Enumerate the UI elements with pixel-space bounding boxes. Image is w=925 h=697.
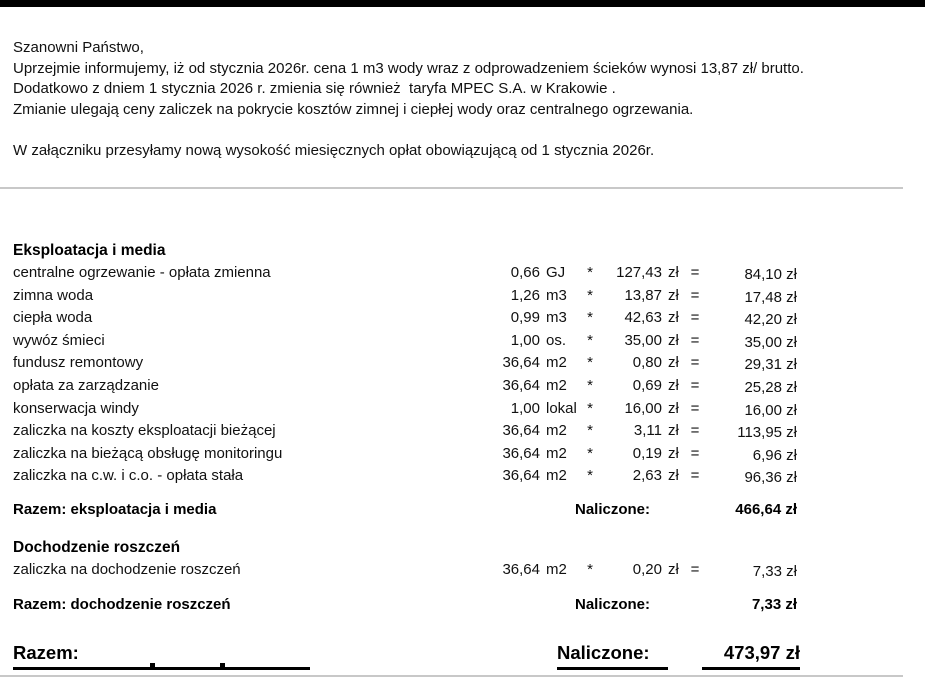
fee-quantity: 1,00 [510, 331, 540, 349]
fee-row [0, 465, 925, 488]
multiply-sign: * [587, 399, 593, 417]
fee-quantity: 36,64 [502, 376, 540, 394]
multiply-sign: * [587, 376, 593, 394]
fee-rate: 35,00 [624, 331, 662, 349]
fee-quantity: 36,64 [502, 422, 540, 440]
intro-line: Zmianie ulegają ceny zaliczek na pokrycie kosztów zimnej i ciepłej wody oraz centralnego ogrzewania. [13, 100, 694, 118]
fee-label: zaliczka na bieżącą obsługę monitoringu [13, 444, 283, 462]
naliczone-label: Naliczone: [575, 595, 651, 613]
fee-rate: 3,11 [633, 422, 662, 440]
fee-rate: 0,20 [632, 560, 662, 578]
fee-rate: 0,69 [632, 376, 662, 394]
fee-label: zaliczka na koszty eksploatacji bieżącej [13, 422, 276, 440]
fee-label: ciepła woda [13, 309, 93, 327]
fee-label: wywóz śmieci [13, 331, 105, 349]
multiply-sign: * [587, 354, 593, 372]
fee-rate: 16,00 [624, 399, 662, 417]
section-total-label: Razem: dochodzenie roszczeń [13, 595, 231, 613]
fee-row [0, 330, 925, 353]
fee-row [0, 398, 925, 421]
fee-quantity: 1,26 [510, 286, 540, 304]
fee-unit: m2 [546, 560, 567, 578]
multiply-sign: * [587, 309, 593, 327]
fee-quantity: 0,66 [510, 264, 540, 281]
fee-label: zaliczka na dochodzenie roszczeń [13, 560, 241, 578]
intro-line: Dodatkowo z dniem 1 stycznia 2026 r. zmienia się również taryfa MPEC S.A. w Krakowie . [13, 80, 616, 97]
fee-row [0, 420, 925, 443]
fee-row [0, 559, 925, 582]
section-title: Eksploatacja i media [13, 242, 166, 259]
redaction-mark [150, 663, 155, 667]
fee-unit: m2 [546, 467, 567, 485]
fee-row [0, 352, 925, 375]
separator-line [0, 187, 903, 189]
section-total-row [0, 594, 925, 616]
currency-label: zł [668, 444, 679, 462]
multiply-sign: * [587, 331, 593, 349]
fee-unit: GJ [546, 264, 566, 281]
equals-sign: = [690, 264, 700, 281]
currency-label: zł [668, 286, 679, 304]
grand-total-label-text: Razem: [13, 641, 79, 663]
fee-amount: 113,95 zł [737, 424, 797, 442]
grand-naliczone-label: Naliczone: [557, 640, 668, 670]
fee-rate: 0,80 [632, 354, 662, 372]
multiply-sign: * [587, 422, 593, 440]
fee-row [0, 443, 925, 466]
equals-sign: = [690, 286, 700, 304]
equals-sign: = [690, 399, 700, 417]
equals-sign: = [690, 467, 700, 485]
fee-unit: os. [546, 331, 567, 349]
intro-line: Uprzejmie informujemy, iż od stycznia 2026r. cena 1 m3 wody wraz z odprowadzeniem ścieków wynosi 13,87 zł/ brutto. [13, 59, 804, 77]
multiply-sign: * [587, 264, 593, 281]
fee-rate: 42,63 [624, 309, 662, 327]
fee-quantity: 1,00 [510, 399, 540, 417]
fee-label: centralne ogrzewanie - opłata zmienna [13, 264, 271, 281]
equals-sign: = [690, 560, 700, 578]
equals-sign: = [690, 422, 700, 440]
fee-row [0, 262, 925, 285]
document-body [0, 7, 925, 677]
fee-amount: 16,00 zł [744, 401, 797, 419]
currency-label: zł [668, 354, 679, 372]
equals-sign: = [690, 444, 700, 462]
bottom-separator-line [0, 675, 903, 677]
fee-quantity: 36,64 [502, 560, 540, 578]
multiply-sign: * [587, 286, 593, 304]
fee-quantity: 0,99 [510, 309, 540, 327]
equals-sign: = [690, 331, 700, 349]
section-title: Dochodzenie roszczeń [13, 538, 181, 556]
fee-amount: 29,31 zł [744, 356, 797, 374]
fee-unit: m2 [546, 354, 567, 372]
currency-label: zł [668, 331, 679, 349]
fee-label: konserwacja windy [13, 399, 139, 417]
fee-amount: 96,36 zł [744, 469, 797, 487]
grand-total-label [13, 640, 310, 670]
equals-sign: = [690, 309, 700, 327]
fee-quantity: 36,64 [502, 354, 540, 372]
redaction-mark [220, 663, 225, 667]
fee-unit: m2 [546, 422, 567, 440]
multiply-sign: * [587, 560, 593, 578]
fee-rows [0, 559, 925, 582]
fee-amount: 35,00 zł [744, 333, 797, 351]
fee-section [0, 537, 925, 616]
fee-unit: m2 [546, 376, 567, 394]
fee-row [0, 375, 925, 398]
fee-section [0, 240, 925, 521]
fee-unit: m3 [546, 286, 567, 304]
grand-total-row [0, 640, 925, 673]
section-total-amount: 7,33 zł [751, 595, 797, 613]
intro-line: Szanowni Państwo, [13, 39, 144, 56]
currency-label: zł [668, 422, 679, 440]
currency-label: zł [668, 560, 679, 578]
fee-rate: 13,87 [624, 286, 662, 304]
fee-rows [0, 262, 925, 488]
currency-label: zł [668, 309, 679, 327]
top-border-bar [0, 0, 925, 7]
fee-label: zaliczka na c.w. i c.o. - opłata stała [13, 467, 244, 485]
equals-sign: = [690, 354, 700, 372]
fee-row [0, 285, 925, 308]
currency-label: zł [668, 264, 679, 281]
fee-amount: 42,20 zł [744, 311, 797, 329]
multiply-sign: * [587, 467, 593, 485]
equals-sign: = [690, 376, 700, 394]
fee-rate: 2,63 [632, 467, 662, 485]
intro-paragraph [13, 38, 925, 161]
fee-amount: 25,28 zł [744, 378, 797, 396]
currency-label: zł [668, 376, 679, 394]
fee-rate: 0,19 [632, 444, 662, 462]
intro-line: W załączniku przesyłamy nową wysokość miesięcznych opłat obowiązującą od 1 stycznia 2026r. [13, 141, 655, 159]
fee-table [0, 240, 925, 616]
fee-unit: lokal [546, 399, 577, 417]
fee-quantity: 36,64 [502, 467, 540, 485]
fee-label: fundusz remontowy [13, 354, 144, 372]
section-total-amount: 466,64 zł [735, 500, 797, 518]
fee-unit: m2 [546, 444, 567, 462]
fee-rate: 127,43 [616, 264, 662, 281]
naliczone-label: Naliczone: [575, 500, 651, 518]
fee-label: zimna woda [13, 286, 94, 304]
fee-amount: 6,96 zł [752, 446, 797, 464]
section-total-label: Razem: eksploatacja i media [13, 500, 217, 518]
fee-label: opłata za zarządzanie [13, 376, 159, 394]
section-total-row [0, 499, 925, 521]
fee-amount: 84,10 zł [744, 266, 797, 283]
fee-amount: 17,48 zł [744, 288, 797, 306]
fee-row [0, 307, 925, 330]
multiply-sign: * [587, 444, 593, 462]
fee-quantity: 36,64 [502, 444, 540, 462]
fee-amount: 7,33 zł [752, 562, 797, 580]
grand-total-amount: 473,97 zł [702, 640, 800, 670]
fee-unit: m3 [546, 309, 567, 327]
currency-label: zł [668, 467, 679, 485]
currency-label: zł [668, 399, 679, 417]
intro-line [13, 120, 925, 141]
